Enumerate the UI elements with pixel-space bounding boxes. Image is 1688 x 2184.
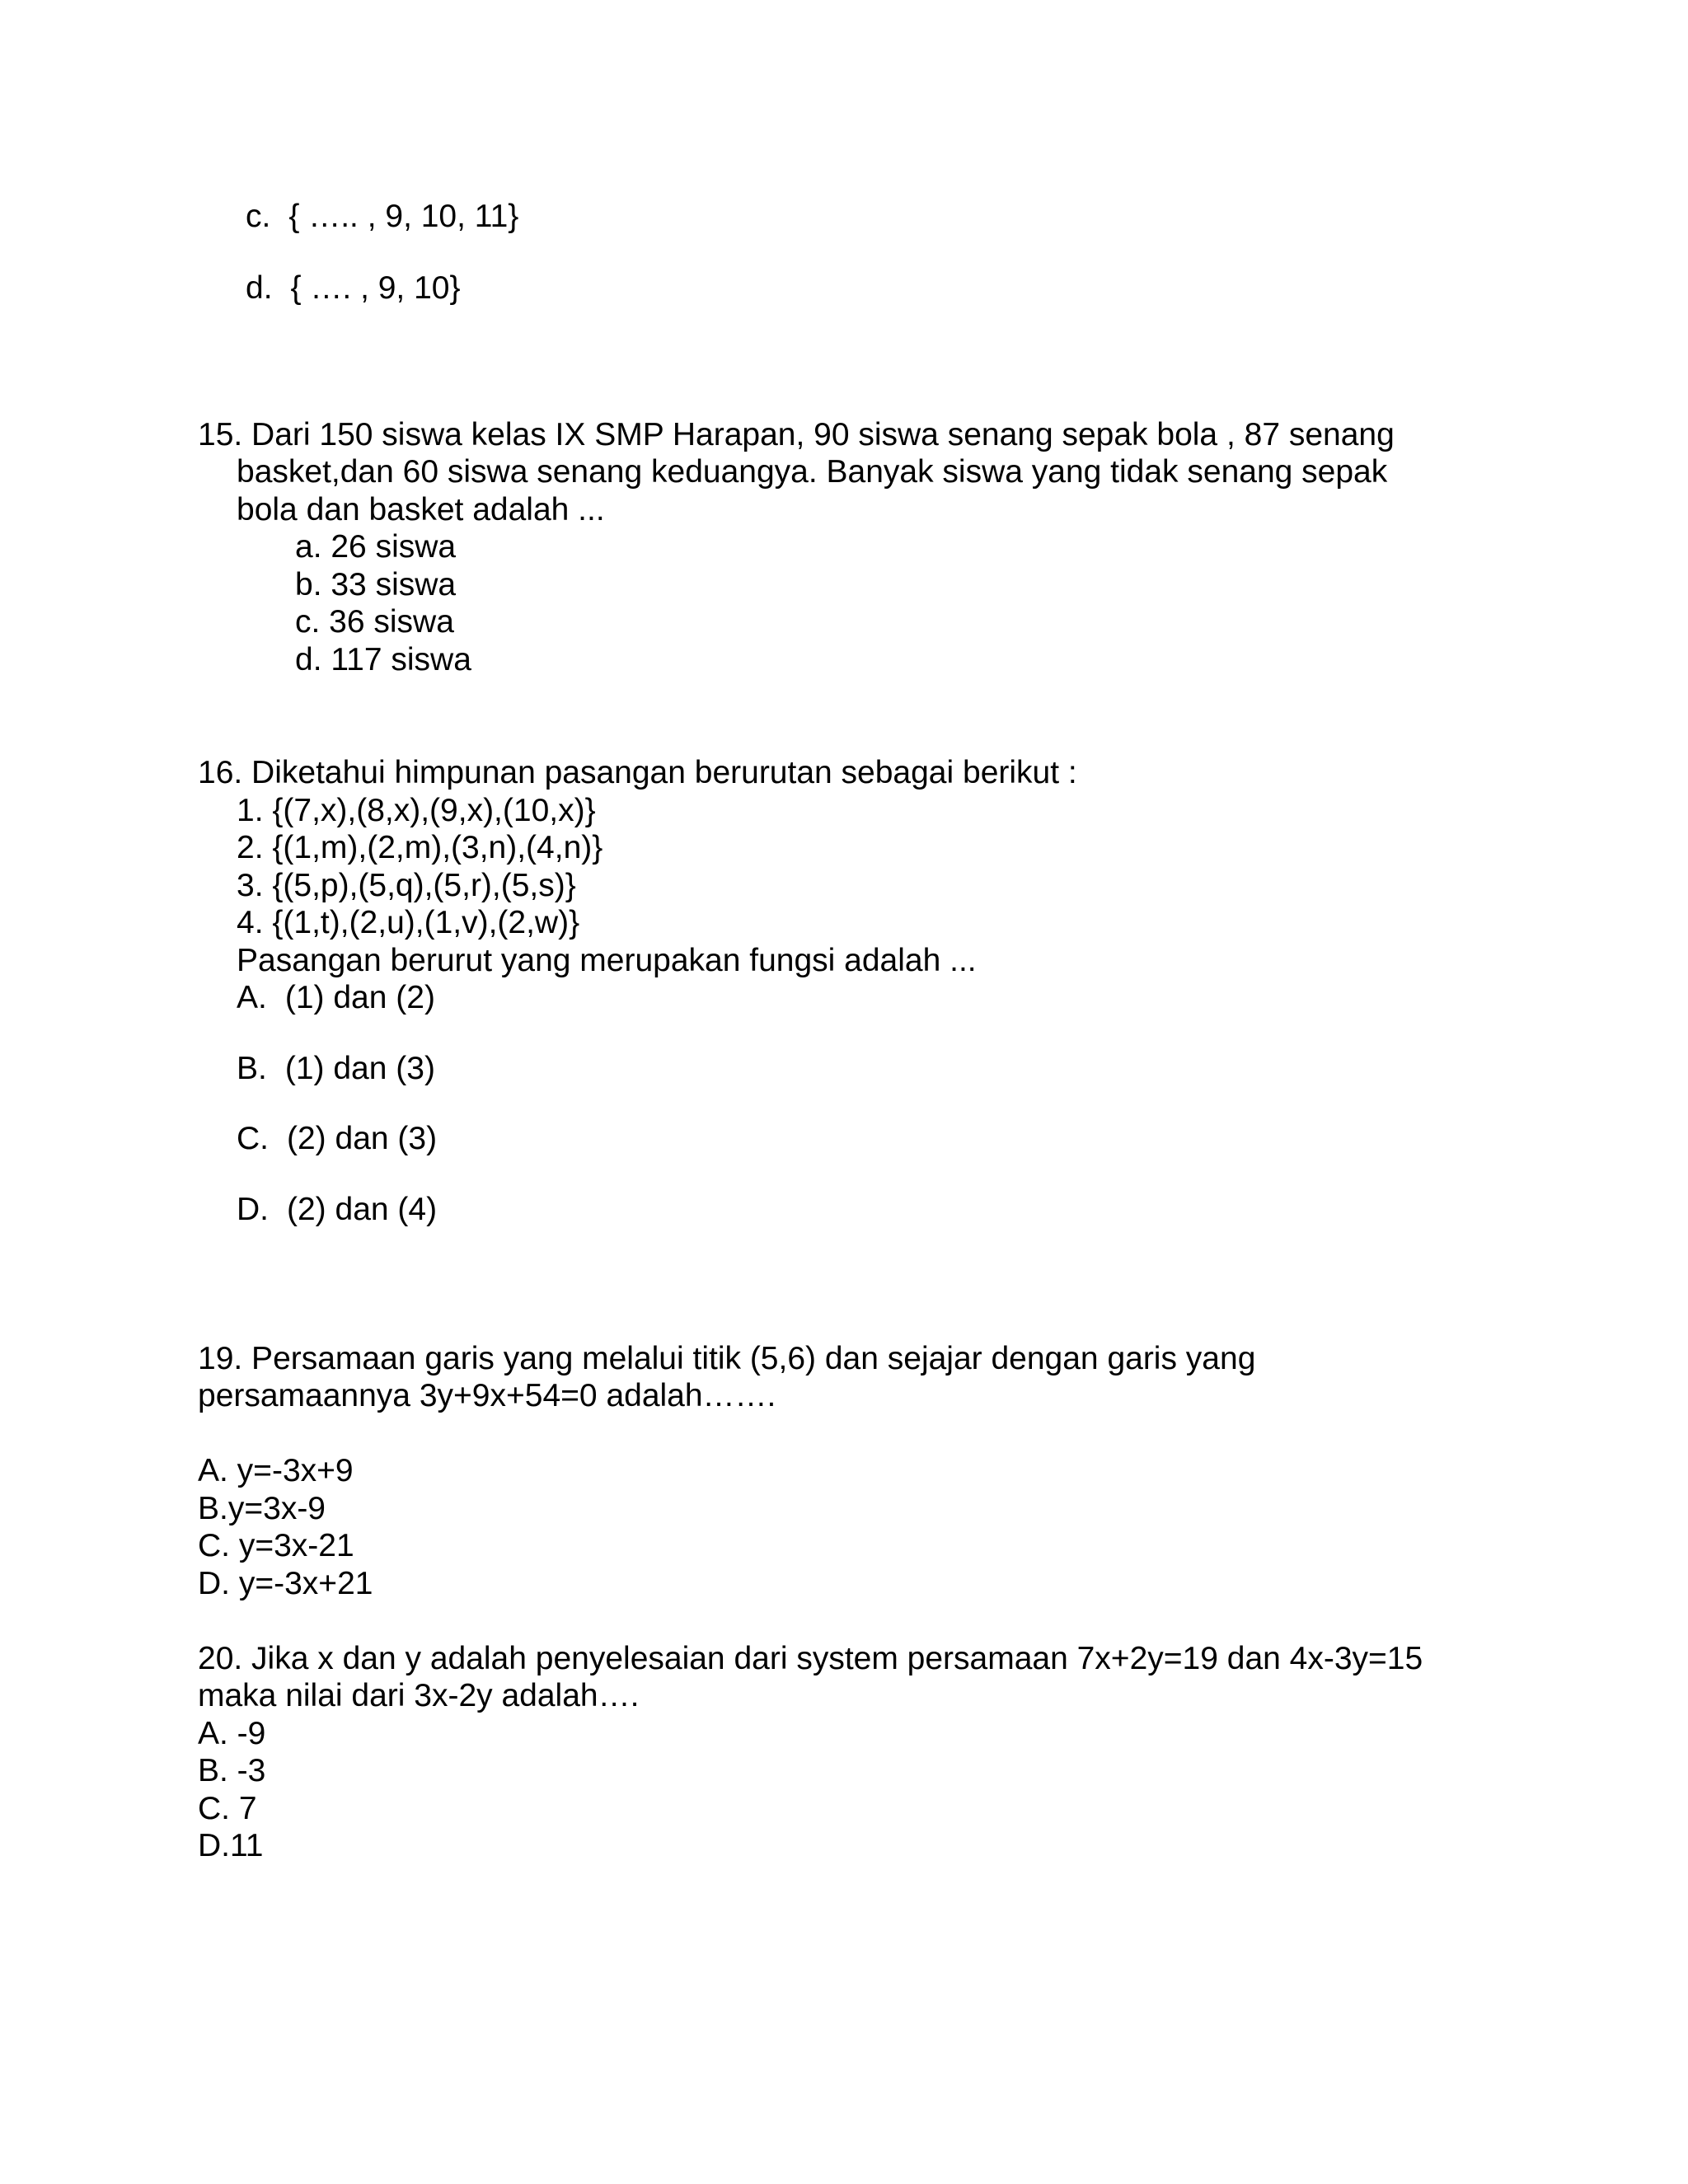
option-text: { ….. , 9, 10, 11}: [288, 199, 519, 234]
q19-option-d: D. y=-3x+21: [198, 1566, 373, 1601]
option-label: A.: [237, 980, 267, 1015]
q16-option-c: [237, 1120, 437, 1158]
q20-option-b: B. -3: [198, 1753, 266, 1788]
option-label: B.: [237, 1051, 267, 1086]
q15-option-a: a. 26 siswa: [295, 529, 457, 565]
q20-text-line1: 20. Jika x dan y adalah penyelesaian dari system persamaan 7x+2y=19 dan 4x-3y=15: [198, 1641, 1423, 1676]
q19-option-c: C. y=3x-21: [198, 1528, 354, 1563]
q16-set-1: 1. {(7,x),(8,x),(9,x),(10,x)}: [237, 793, 596, 828]
q16-option-b: [237, 1050, 435, 1088]
q19-text-line2: persamaannya 3y+9x+54=0 adalah…….: [198, 1378, 776, 1413]
q15-text-line1: 15. Dari 150 siswa kelas IX SMP Harapan, 90 siswa senang sepak bola , 87 senang: [198, 417, 1395, 452]
option-text: (2) dan (4): [287, 1192, 438, 1227]
q15-option-c: c. 36 siswa: [295, 604, 454, 640]
option-text: (1) dan (2): [284, 980, 435, 1015]
q16-set-4: 4. {(1,t),(2,u),(1,v),(2,w)}: [237, 905, 580, 940]
option-text: { …. , 9, 10}: [290, 270, 461, 306]
prev-option-c: [246, 198, 518, 236]
q20-option-d: D.11: [198, 1828, 264, 1863]
option-text: (2) dan (3): [287, 1121, 438, 1156]
q16-set-3: 3. {(5,p),(5,q),(5,r),(5,s)}: [237, 868, 576, 903]
q20-option-c: C. 7: [198, 1791, 257, 1826]
q20-option-a: A. -9: [198, 1716, 266, 1751]
q16-intro: 16. Diketahui himpunan pasangan berurutan sebagai berikut :: [198, 755, 1077, 790]
q15-text-line3: bola dan basket adalah ...: [237, 492, 605, 527]
q15-option-b: b. 33 siswa: [295, 567, 457, 602]
option-label: c.: [246, 199, 271, 234]
prev-option-d: [246, 269, 461, 307]
option-label: C.: [237, 1121, 269, 1156]
q19-option-a: A. y=-3x+9: [198, 1453, 354, 1488]
option-text: (1) dan (3): [284, 1051, 435, 1086]
q16-option-a: [237, 979, 435, 1017]
q19-option-b: B.y=3x-9: [198, 1491, 326, 1526]
q16-option-d: [237, 1191, 437, 1229]
q20-text-line2: maka nilai dari 3x-2y adalah….: [198, 1678, 640, 1713]
q16-question: Pasangan berurut yang merupakan fungsi adalah ...: [237, 943, 977, 978]
q16-set-2: 2. {(1,m),(2,m),(3,n),(4,n)}: [237, 830, 603, 865]
q15-text-line2: basket,dan 60 siswa senang keduangya. Banyak siswa yang tidak senang sepak: [237, 454, 1388, 490]
option-label: D.: [237, 1192, 269, 1227]
q15-option-d: d. 117 siswa: [295, 642, 471, 677]
option-label: d.: [246, 270, 273, 306]
q19-text-line1: 19. Persamaan garis yang melalui titik (5,6) dan sejajar dengan garis yang: [198, 1341, 1256, 1376]
